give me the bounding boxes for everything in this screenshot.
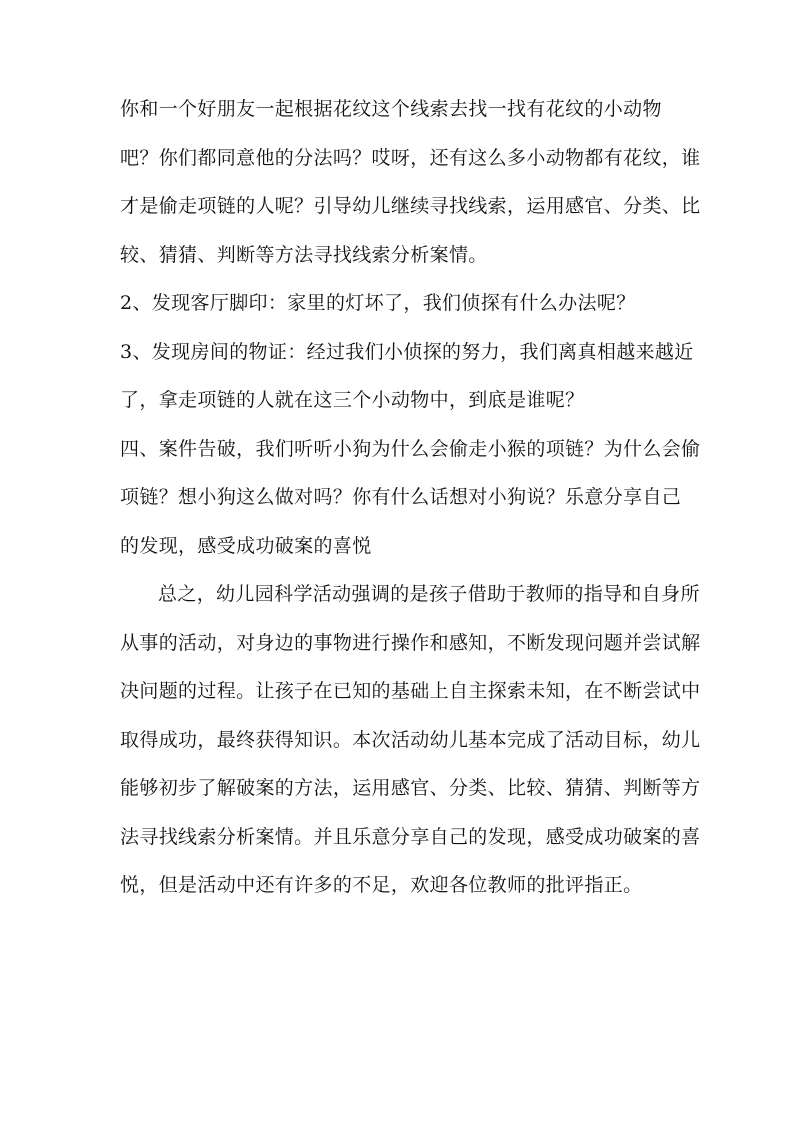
- text-line: 项链？想小狗这么做对吗？你有什么话想对小狗说？乐意分享自己: [120, 486, 682, 508]
- document-body: [120, 90, 701, 915]
- text-line: 了，拿走项链的人就在这三个小动物中，到底是谁呢？: [120, 389, 585, 411]
- text-line: 较、猜猜、判断等方法寻找线索分析案情。: [120, 243, 488, 266]
- list-item-3: 3、发现房间的物证：经过我们小侦探的努力，我们离真相越来越近: [120, 340, 694, 363]
- text-line: 能够初步了解破案的方法，运用感官、分类、比较、猜猜、判断等方: [120, 777, 701, 799]
- text-line: 你和一个好朋友一起根据花纹这个线索去找一找有花纹的小动物: [120, 98, 662, 120]
- text-line: 从事的活动，对身边的事物进行操作和感知，不断发现问题并尝试解: [120, 631, 701, 654]
- text-line: 才是偷走项链的人呢？引导幼儿继续寻找线索，运用感官、分类、比: [120, 195, 701, 217]
- text-line: 悦，但是活动中还有许多的不足，欢迎各位教师的批评指正。: [120, 874, 643, 896]
- text-line: 取得成功，最终获得知识。本次活动幼儿基本完成了活动目标，幼儿: [120, 728, 701, 751]
- text-line: 的发现，感受成功破案的喜悦: [120, 534, 372, 557]
- summary-paragraph-start: 总之，幼儿园科学活动强调的是孩子借助于教师的指导和自身所: [158, 583, 700, 605]
- text-line: 吧？你们都同意他的分法吗？哎呀，还有这么多小动物都有花纹，谁: [120, 146, 701, 169]
- list-item-2: 2、发现客厅脚印：家里的灯坏了，我们侦探有什么办法呢？: [120, 292, 636, 314]
- text-line: 决问题的过程。让孩子在已知的基础上自主探索未知，在不断尝试中: [120, 680, 701, 702]
- section-four: 四、案件告破，我们听听小狗为什么会偷走小猴的项链？为什么会偷: [120, 437, 701, 460]
- text-line: 法寻找线索分析案情。并且乐意分享自己的发现，感受成功破案的喜: [120, 825, 701, 848]
